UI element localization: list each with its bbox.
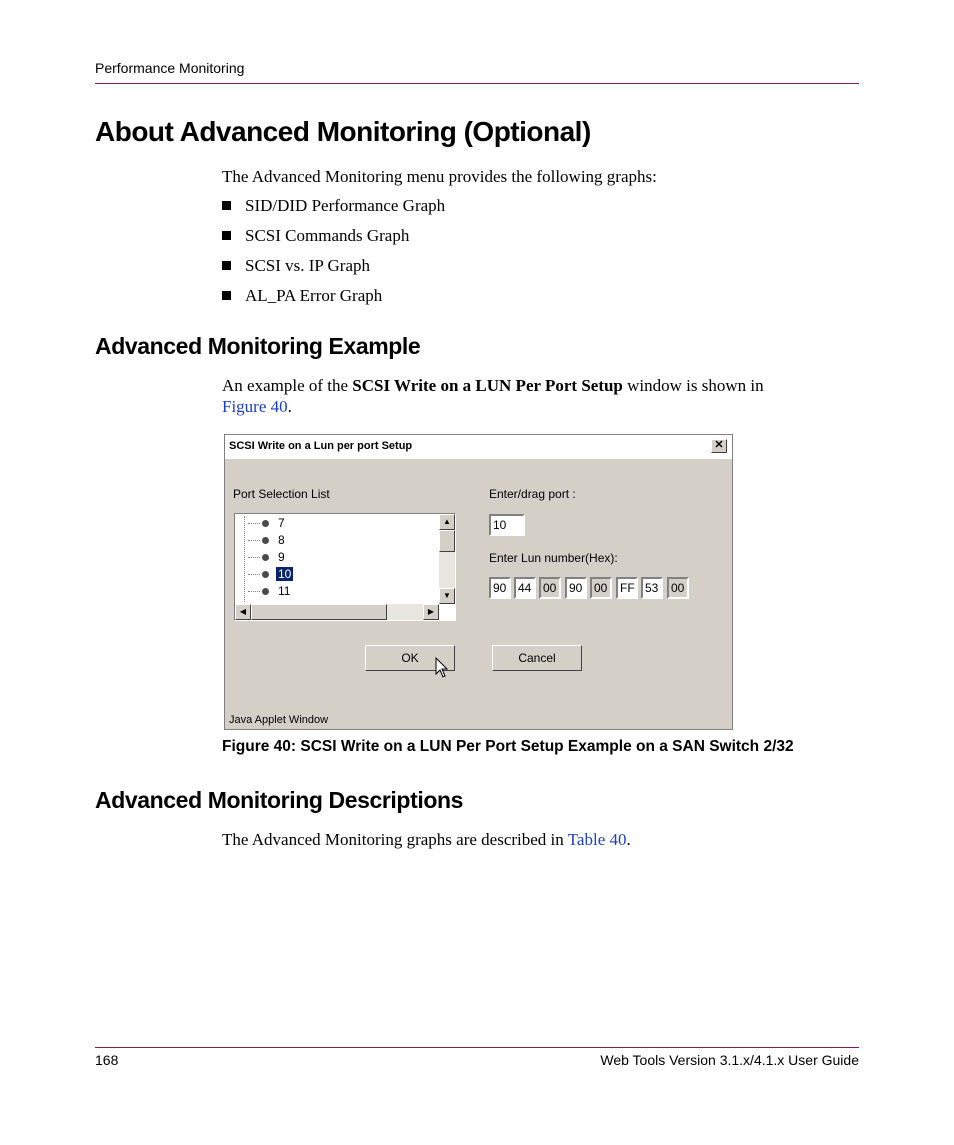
lun-byte-field[interactable]: 00: [590, 577, 612, 599]
list-item-selected[interactable]: 10: [276, 567, 293, 581]
intro-paragraph: The Advanced Monitoring menu provides the following graphs:: [222, 167, 657, 186]
scroll-right-icon[interactable]: ▶: [423, 604, 439, 620]
port-list-label: Port Selection List: [233, 487, 330, 501]
table-link[interactable]: Table 40: [567, 830, 627, 849]
section-title-about: About Advanced Monitoring (Optional): [95, 116, 591, 147]
node-icon: [262, 554, 269, 561]
list-item[interactable]: 7: [278, 516, 285, 530]
node-icon: [262, 588, 269, 595]
list-item: SCSI vs. IP Graph: [222, 256, 370, 276]
figure-link[interactable]: Figure 40: [222, 397, 288, 416]
bullet-icon: [222, 291, 231, 300]
port-selection-list[interactable]: [234, 513, 456, 621]
scroll-down-icon[interactable]: ▼: [439, 588, 455, 604]
cancel-button[interactable]: Cancel: [492, 645, 582, 671]
close-icon[interactable]: ✕: [711, 439, 727, 453]
figure-caption: Figure 40: SCSI Write on a LUN Per Port Setup Example on a SAN Switch 2/32: [222, 738, 794, 755]
scroll-thumb-horizontal[interactable]: [251, 604, 387, 620]
bullet-icon: [222, 261, 231, 270]
lun-byte-field[interactable]: 00: [667, 577, 689, 599]
node-icon: [262, 520, 269, 527]
enter-port-label: Enter/drag port :: [489, 487, 576, 501]
list-item: SID/DID Performance Graph: [222, 196, 445, 216]
list-item: SCSI Commands Graph: [222, 226, 409, 246]
dialog-titlebar: [225, 435, 732, 459]
page-number: 168: [95, 1052, 119, 1068]
list-item[interactable]: 11: [278, 584, 290, 598]
node-icon: [262, 537, 269, 544]
ok-button[interactable]: OK: [365, 645, 455, 671]
footer-doc-title: Web Tools Version 3.1.x/4.1.x User Guide: [600, 1052, 859, 1068]
scroll-up-icon[interactable]: ▲: [439, 514, 455, 530]
port-input[interactable]: 10: [489, 514, 525, 536]
list-item[interactable]: 8: [278, 533, 285, 547]
running-head: Performance Monitoring: [95, 60, 245, 76]
dialog-window: [224, 434, 733, 730]
horizontal-scrollbar[interactable]: [235, 604, 439, 620]
scroll-thumb[interactable]: [439, 530, 455, 552]
lun-byte-field[interactable]: 90: [489, 577, 511, 599]
mouse-cursor-icon: [435, 657, 449, 679]
lun-byte-field[interactable]: FF: [616, 577, 638, 599]
status-bar-text: Java Applet Window: [229, 714, 329, 726]
list-item: AL_PA Error Graph: [222, 286, 382, 306]
node-icon: [262, 571, 269, 578]
footer-rule: [95, 1047, 859, 1048]
bullet-icon: [222, 201, 231, 210]
lun-byte-field[interactable]: 00: [539, 577, 561, 599]
example-paragraph: An example of the SCSI Write on a LUN Per Port Setup window is shown in Figure 40.: [222, 376, 764, 416]
list-item[interactable]: 9: [278, 550, 285, 564]
lun-byte-field[interactable]: 90: [565, 577, 587, 599]
tree-connector: [244, 516, 245, 602]
bullet-icon: [222, 231, 231, 240]
lun-label: Enter Lun number(Hex):: [489, 551, 618, 565]
scroll-left-icon[interactable]: ◀: [235, 604, 251, 620]
lun-byte-field[interactable]: 44: [514, 577, 536, 599]
lun-byte-field[interactable]: 53: [641, 577, 663, 599]
vertical-scrollbar[interactable]: [439, 514, 455, 604]
section-title-example: Advanced Monitoring Example: [95, 333, 421, 359]
section-title-descriptions: Advanced Monitoring Descriptions: [95, 787, 464, 813]
descriptions-paragraph: The Advanced Monitoring graphs are described in Table 40.: [222, 830, 631, 849]
header-rule: [95, 83, 859, 84]
dialog-title: SCSI Write on a Lun per port Setup: [229, 440, 413, 452]
